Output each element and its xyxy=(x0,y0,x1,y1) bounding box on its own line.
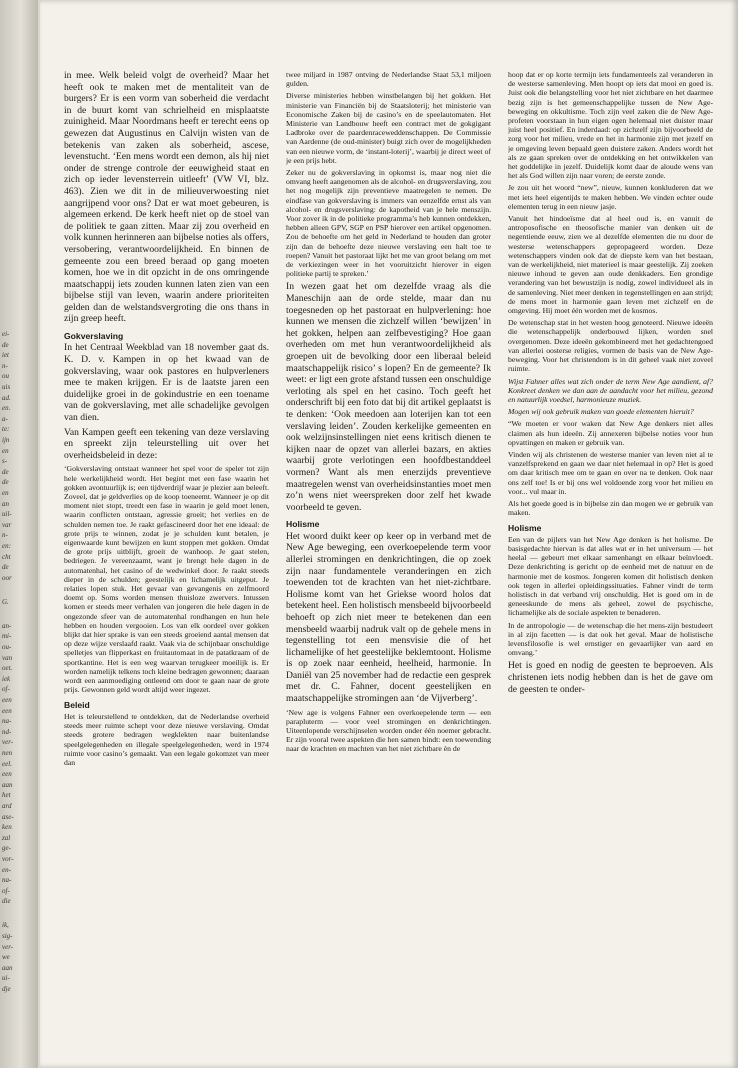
section-heading-holisme-2: Holisme xyxy=(508,523,542,534)
spine-text-fragment: var xyxy=(2,520,12,529)
spine-text-fragment: het xyxy=(2,791,11,800)
quotation: Diverse ministeries hebben winstbelangen bij het gokken. Het ministerie van Financiën bij de Staatsloterij; het ministerie van Economische Zaken bij de casino’s en de speelautomaten. Het Ministerie van Landbouw heeft een contract met de gokgigant Ladbroke over de paardenraceweddenschappen. De Commissie van Aardenne (de oud-minister) buigt zich over de mogelijkheden van een nieuwe vorm, de ‘instant-loterij’, waarbij je direct weet of je een prijs hebt. xyxy=(286,91,491,165)
quotation: twee miljard in 1987 ontving de Nederlandse Staat 53,1 miljoen gulden. xyxy=(286,70,491,89)
spine-text-fragment: een xyxy=(2,696,12,704)
spine-text-fragment: de xyxy=(2,467,9,476)
spine-text-fragment: ge- xyxy=(2,844,11,853)
spine-text-fragment: an xyxy=(2,499,9,508)
spine-text-fragment: die xyxy=(2,897,11,906)
spine-text-fragment: de xyxy=(2,340,9,349)
spine-text-fragment: ard xyxy=(2,802,12,810)
spine-text-fragment: n- xyxy=(2,361,8,370)
spine-text-fragment: mi- xyxy=(2,632,12,641)
spine-text-fragment: ou- xyxy=(2,643,12,651)
previous-page-edge xyxy=(0,0,38,1068)
spine-text-fragment: na- xyxy=(2,717,12,726)
spine-text-fragment: en xyxy=(2,489,9,497)
spine-text-fragment: oor xyxy=(2,573,12,582)
spine-text-fragment: iet xyxy=(2,351,9,360)
spine-text-fragment: n- xyxy=(2,531,8,540)
spine-text-fragment: zal xyxy=(2,833,11,842)
spine-text-fragment: cht xyxy=(2,552,11,561)
spine-text-fragment: nd- xyxy=(2,727,12,736)
spine-text-fragment: a- xyxy=(2,414,8,423)
spine-text-fragment: ver- xyxy=(2,942,14,951)
spine-text-fragment: ui- xyxy=(2,974,10,983)
spine-text-fragment: oet. xyxy=(2,664,13,673)
spine-text-fragment: vor- xyxy=(2,855,14,863)
interview-question: Wijst Fahner alles wat zich onder de term New Age aandient, af? Konkreet denken we dan aan de aandacht voor het milieu, gezond en natuurlijk voedsel, harmonieuze muziek. xyxy=(508,376,713,404)
quotation: De wetenschap stat in het westen hoog genoteerd. Nieuwe ideeën die wetenschappelijk onderbouwd lijken, worden snel overgenomen. Deze ideeën gekombineerd met het gedachtengoed van allerlei oosterse religies, vormen de basis van de New Age-beweging. Voor het christendom is in dit geheel vaak niet zoveel ruimte. xyxy=(508,318,713,374)
spine-text-fragment: ik, xyxy=(2,921,9,930)
spine-text-fragment: iek xyxy=(2,674,11,683)
spine-text-fragment: na- xyxy=(2,876,12,885)
spine-text-fragment: s- xyxy=(2,457,8,466)
spine-text-fragment: de xyxy=(2,478,9,487)
quotation: Een van de pijlers van het New Age denken is het holisme. De basisgedachte hiervan is dat alles wat er in het universum — het heelal — gebeurt met elkaar samenhangt en elkaar beïnvloedt. Deze denkrichting is gericht op de eenheid met de natuur en de harmonie met de kosmos. Jongeren komen dit holistisch denken ook tegen in allerlei opleidingssituaties. Fahner vindt de term holistisch in dat verband vrij onschuldig. Het is goed om in de geneeskunde de mens als geheel, zowel de psychische, lichamelijke als de sociale aspekten te benaderen. xyxy=(508,534,713,618)
spine-text-fragment: ad. xyxy=(2,393,11,402)
spine-text-fragment: van xyxy=(2,653,13,662)
spine-text-fragment: ei- xyxy=(2,330,10,338)
section-heading-beleid: Beleid xyxy=(64,700,90,711)
spine-text-fragment: we xyxy=(2,953,10,962)
spine-text-fragment: an- xyxy=(2,621,12,630)
paragraph: in mee. Welk beleid volgt de overheid? Maar het heeft ook te maken met de mentaliteit van de burgers? Er is een vorm van soberheid die verdacht in de buurt komt van schrielheid en misplaatste zuinigheid. Maar Noordmans heeft er terecht eens op gewezen dat Augustinus en Calvijn wisten van de betekenis van zaken als soberheid, ascese, levenstucht. ‘Een mens wordt een demon, als hij niet onder de strenge controle der eeuwigheid staat en zich op ieder levensterrein uitleeft’ (VW VI, blz. 463). Zien we dit in de milieuverwoesting niet aangrijpend voor ons? Dat er wat moet gebeuren, is algemeen erkend. De kerk heeft niet op de stoel van de politiek te gaan zitten. Maar zij zou overheid en volk kunnen herinneren aan bijbelse noties als offers, versobering, verantwoordelijkheid. En binnen de gemeente zou een breed beraad op gang moeten komen, hoe we in dit opzicht in de ons omringende maatschappij iets zouden kunnen laten zien van een bijbelse stijl van leven, waarin andere prioriteiten gelden dan de welstandsvergroting die ons thans in zijn greep heeft. xyxy=(64,70,269,325)
spine-text-fragment: een xyxy=(2,706,12,715)
spine-text-fragment: aan xyxy=(2,780,13,789)
quotation: Vanuit het hindoeïsme dat al heel oud is, en vanuit de antroposofische en theosofische manier van denken uit de negentiende eeuw, zien we al dezelfde elementen die nu door de westerse wetenschappers gepropageerd worden. Deze wetenschappers vinden ook dat de diepste kern van het bestaan, van de werkelijkheid, niet materieel is maar geestelijk. Zij zoeken nieuwe inhoud te geven aan oude denkkaders. Een grondige verandering van het bewustzijn is nodig, zowel individueel als in de samenleving. Niet meer denken in tegenstellingen en aan strijd; de mens moet in harmonie gaan leven met zichzelf en de omgeving. Hij moet één worden met de kosmos. xyxy=(508,214,713,316)
quotation: ‘Gokverslaving ontstaat wanneer het spel voor de speler tot zijn hele werkelijkheid wordt. Het begint met een fase waarin het gokken avontuurlijk is; een tijdverdrijf waar je plezier aan beleeft. Zoveel, dat je geldverlies op de koop toeneemt. Wanneer je op dit moment niet stopt, treedt een fase in waarin je geld moet lenen, waarin conflicten ontstaan, agressie groeit; het verlies en de schulden nemen toe. Je raakt gefascineerd door het ene ideaal: de grote prijs te winnen, zodat je je schulden kunt betalen, je eigenwaarde kunt bewijzen en kunt stoppen met gokken. Omdat de grote prijs uitblijft, groeit de wanhoop. Je gaat stelen, bedriegen. Je vereenzaamt, want je brengt hele dagen in de automatenhal, het casino of de wedwinkel door. Je raakt steeds dieper in de schulden; geestelijk en lichamelijk uitgeput. Je relaties lopen stuk. Het gevaar van gevangenis en zelfmoord doemt op. Soms worden mensen thuisloze zwervers. Intussen komen er steeds meer verhalen van jongeren die hele dagen in de ongezonde sfeer van de automatenhal rondhangen en hun hele hebben en houden vergooien. Los van elk oordeel over gokken blijkt dat hier sprake is van een steeds groeiend aantal mensen dat op deze wijze verslaafd raakt. Vaak via de schijnbaar onschuldige spelletjes van flipperkast en fruitautomaat in de patatkraam of de sportkantine. Het is een weg waarvan terugkeer moeilijk is. Er worden namelijk telkens toch kleine bedragen gewonnen; daaraan wordt een aanmoediging ontleend om door te gaan naar de grote prijs. Gewonnen geld wordt altijd weer ingezet. xyxy=(64,464,269,695)
spine-text-fragment: en xyxy=(2,446,9,455)
paragraph: Het woord duikt keer op keer op in verband met de New Age beweging, een overkoepelende term voor allerlei stromingen en denkrichtingen, die op zoek zijn naar fundamentele veranderingen en zich toewenden tot de krachten van het niet-zichtbare. Holisme komt van het Griekse woord holos dat betekent heel. Een holistisch mensbeeld bijvoorbeeld behoeft op zich niet meer te betekenen dan een mensbeeld waarbij nadruk valt op de gehele mens in tegenstelling tot een mensvisie die of het lichamelijke of het geestelijke beklemtoont. Holisme is op zoek naar eenheid, heelheid, harmonie. In Daniël van 25 november had de redactie een gesprek met dr. C. Fahner, docent geestelijken en maatschappelijke stromingen aan ‘de Vijverberg’. xyxy=(286,530,491,705)
section-heading-gokverslaving: Gokverslaving xyxy=(64,331,124,342)
spine-text-fragment: ijn xyxy=(2,436,10,444)
spine-text-fragment: uil- xyxy=(2,510,12,519)
section-heading-holisme: Holisme xyxy=(286,519,320,530)
paragraph: In het Centraal Weekblad van 18 november gaat ds. K. D. v. Kampen in op het kwaad van de gokverslaving, waar ook pastores en hulpverleners mee te maken krijgen. Er is de laatste jaren een duidelijke groei in de gokindustrie en een toename van de gokverslaving, met alle schadelijke gevolgen van dien. xyxy=(64,342,269,424)
spine-text-fragment: ken xyxy=(2,823,12,832)
spine-text-fragment: nen xyxy=(2,749,13,757)
spine-text-fragment: of- xyxy=(2,685,10,694)
spine-text-fragment: te: xyxy=(2,425,10,434)
quotation: “We moeten er voor waken dat New Age denkers niet alles claimen als hun ideeën. Zij annexeren bijbelse noties voor hun opvattingen en maken er gebruik van. xyxy=(508,419,713,447)
quotation: ‘New age is volgens Fahner een overkoepelende term — een parapluterm — voor veel stromingen en denkrichtingen. Uiteenlopende verschijnselen worden onder één noemer gebracht. Er zijn vooral twee aspekten die hen samen bindt: een toewending naar de krachten en machten van het niet zichtbare èn de xyxy=(286,707,491,754)
magazine-page xyxy=(40,0,738,1068)
spine-text-fragment: of- xyxy=(2,886,10,895)
spine-text-fragment: en. xyxy=(2,404,11,413)
spine-text-fragment: de xyxy=(2,563,9,572)
quotation: Vinden wij als christenen de westerse manier van leven niet al te vanzelfsprekend en gaan we daar niet helemaal in op? Het is goed om daar kritisch mee om te gaan en over na te denken. Ook naar ons zelf toe! Is er bij ons wel voldoende zorg voor het milieu en voor... vul maar in. xyxy=(508,449,713,496)
interview-question: Mogen wij ook gebruik maken van goede elementen hieruit? xyxy=(508,407,694,417)
spine-text-fragment: ou xyxy=(2,372,9,381)
spine-text-fragment: uis xyxy=(2,383,11,391)
quotation: Als het goede goed is in bijbelse zin dan mogen we er gebruik van maken. xyxy=(508,498,713,518)
spine-text-fragment: ase- xyxy=(2,812,14,821)
spine-text-fragment: ver- xyxy=(2,738,14,747)
spine-text-fragment: G. xyxy=(2,597,9,606)
quotation: In de antropologie — de wetenschap die het mens-zijn bestudeert in al zijn facetten — is dat ook het geval. Maar de holistische levensfilosofie is wel ernstiger en gevaarlijker van aard en omvang.’ xyxy=(508,620,713,658)
column-middle xyxy=(286,70,491,1060)
spine-text-fragment: aan xyxy=(2,963,13,972)
spine-text-fragment: eel. xyxy=(2,759,12,768)
spine-text-fragment: en- xyxy=(2,865,11,874)
spine-text-fragment: dje xyxy=(2,985,11,993)
paragraph: In wezen gaat het om dezelfde vraag als die Maneschijn aan de orde stelde, maar dan nu toegesneden op het pastoraat en hulpverlening: hoe kunnen we mensen die zichzelf willen ‘bewijzen’ in het gokken, helpen aan zelfbevestiging? Hoe gaan overheden om met hun verantwoordelijkheid als groepen uit de bevolking door een liberaal beleid maatschappelijk risico’ s lopen? En de gemeente? Ik weet: er ligt een grote afstand tussen een onschuldige verloting als spel en het casino. Toch geeft het onderschrift bij een foto dat bij dit artikel geplaatst is te denken: ‘Ook meedoen aan loterijen kan tot een verslaving leiden’. Zouden kerkelijke gemeenten en ook welzijnsinstellingen niet eens kritisch dienen te kijken naar de opzet van allerlei bazars, en akties waarbij grote verlotingen een hoofdbestanddeel vormen? Want als men enerzijds preventieve maatregelen wenst van overheidsinstanties moet men zo’n wens niet weerspreken door zelf het kwade voorbeeld te geven. xyxy=(286,281,491,513)
column-left xyxy=(64,70,269,1060)
quotation: Zeker nu de gokverslaving in opkomst is, maar nog niet die omvang heeft aangenomen als de alcohol- en drugsverslaving, zou het nog mogelijk zijn preventieve maatregelen te nemen. De eindfase van gokverslaving is immers van eenzelfde ernst als van alcohol- en drugsverslaving: de kapotheid van je hele menszijn. Voor zover ik in de politieke programma’s heb kunnen ontdekken, hebben alleen GPV, SGP en PSP hierover een artikel opgenomen. Zou de behoefte om het geld in Nederland te houden dan groter zijn dan de behoefte deze nieuwe verslaving een halt toe te roepen? Vanuit het pastoraat lijkt het me van groot belang om met de verkiezingen weer in het vooruitzicht hierover in eigen politieke partij te spreken.’ xyxy=(286,168,491,279)
spine-text-fragment: en: xyxy=(2,542,11,550)
column-right xyxy=(508,70,713,1060)
spine-text-fragment: sig- xyxy=(2,932,13,940)
quotation: Je zou uit het woord “new”, nieuw, kunnen konkluderen dat we met iets heel eigentijds te maken hebben. We vinden echter oude elementen terug in een nieuw jasje. xyxy=(508,183,713,211)
paragraph: Het is goed en nodig de geesten te beproeven. Als christenen iets nodig hebben dan is het de gave om de geesten te onder- xyxy=(508,660,713,695)
quotation: Het is teleurstellend te ontdekken, dat de Nederlandse overheid steeds meer ruimte schept voor deze nieuwe verslaving. Omdat steeds grotere bedragen wegklekten naar buitenlandse speelgelegenheden en illegale speelgelegenheden, werd in 1974 ruimte voor casino’s gemaakt. Van een legale gokomzet van meer dan xyxy=(64,711,269,767)
paragraph: Van Kampen geeft een tekening van deze verslaving en spreekt zijn teleurstelling uit over het overheidsbeleid in deze: xyxy=(64,426,269,461)
quotation: hoop dat er op korte termijn iets fundamenteels zal veranderen in de westerse samenleving. Men hoopt op iets dat mooi en goed is. Juist ook die belangstelling voor het niet zichtbare en het daarmee bezig zijn is het gemeenschappelijke tussen de New Age-beweging en okkultisme. Toch zijn veel zaken die de New Age-profeten voorstaan in hun eigen ogen helemaal niet duister maar juist heel positief. En inderdaad: op zichzelf zijn bijvoorbeeld de zorg voor het milieu, vrede en het in harmonie zijn met jezelf en je omgeving leven bepaald geen duistere zaken. Anders wordt het als ze gaan spreken over de ontdekking en het ontwikkelen van het goddelijke in jezelf. Duidelijk komt daar de aloude wens van het als God willen zijn naar voren; de eerste zonde. xyxy=(508,70,713,181)
spine-text-fragment: een xyxy=(2,770,12,779)
